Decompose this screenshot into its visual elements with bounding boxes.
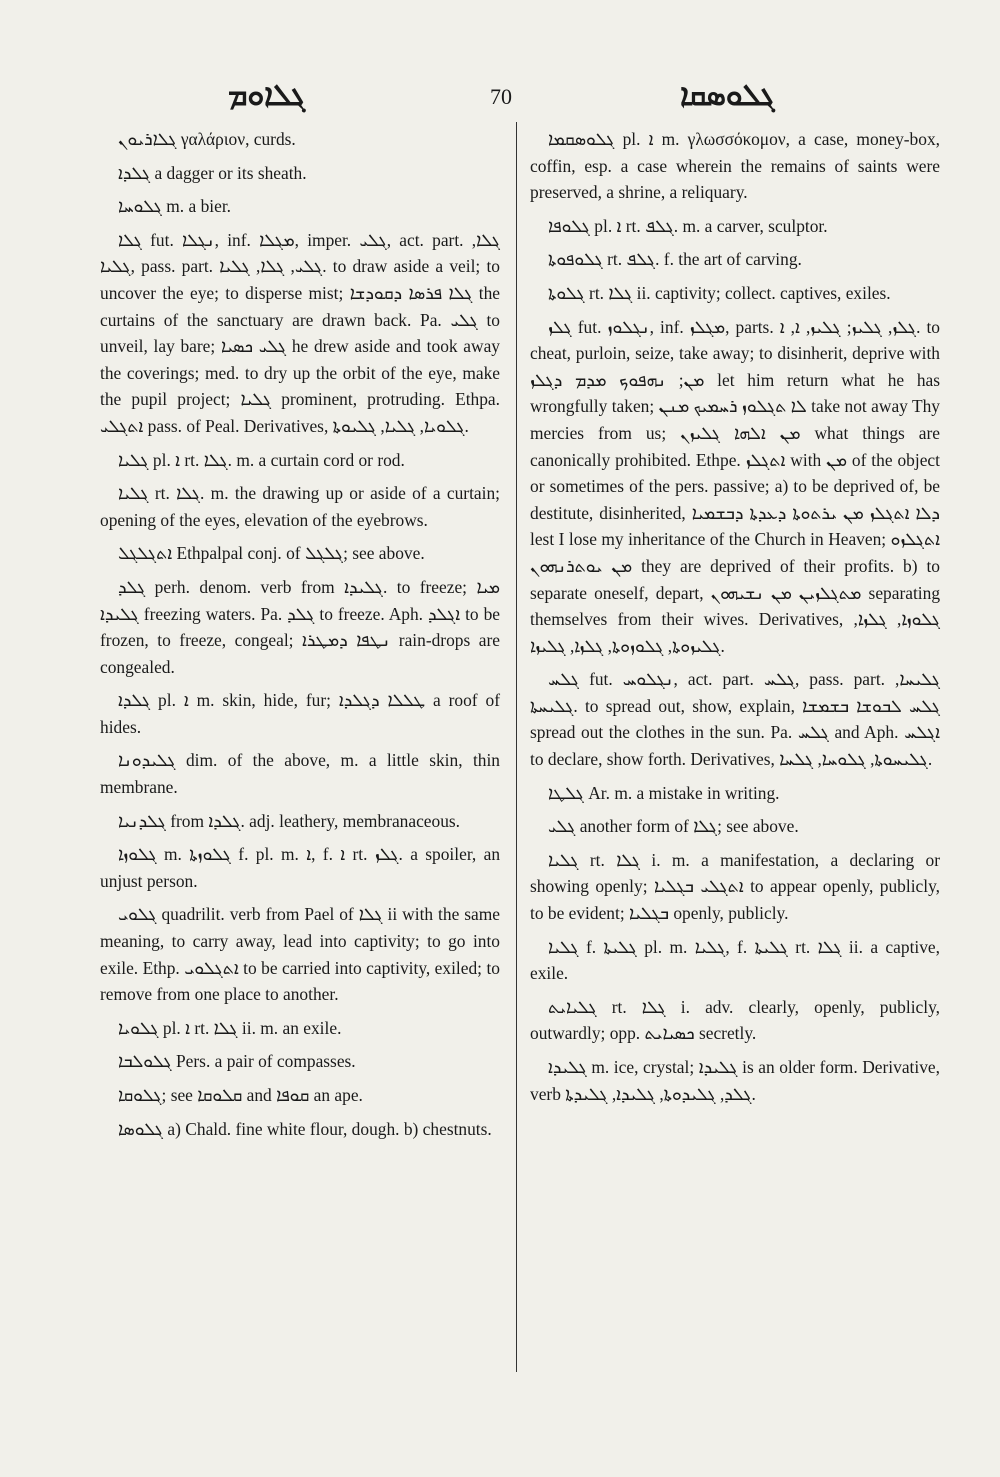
dictionary-entry: ܓܠܝܕܘܢܐ dim. of the above, m. a little skin, thin membrane. bbox=[100, 750, 500, 798]
left-running-headword: ܓܠܐܘܡ bbox=[228, 78, 306, 113]
column-divider bbox=[516, 122, 517, 1372]
page-number: 70 bbox=[490, 84, 512, 109]
dictionary-entry: ܓܠܘܣܐ a) Chald. fine white flour, dough. b) chestnuts. bbox=[118, 1118, 492, 1139]
dictionary-entry: ܓܠܝ another form of ܓܠܐ; see above. bbox=[548, 816, 799, 837]
dictionary-entry: ܓܠܕܢܝܐ from ܓܠܕܐ. adj. leathery, membranaceous. bbox=[118, 810, 461, 831]
dictionary-entry: ܓܠܘܦܘܬܐ rt. ܓܠܦ. f. the art of carving. bbox=[548, 249, 802, 270]
dictionary-entry: ܓܠܘܝ quadrilit. verb from Pael of ܓܠܐ ii with the same meaning, to carry away, lead into captivity; to go into exile. Ethp. ܐܬܓܠܘܝ to be carried into captivity, exiled; to remove from one place to another. bbox=[100, 904, 500, 1005]
dictionary-entry: ܓܠܘܦܐ pl. ܐ rt. ܓܠܦ. m. a carver, sculptor. bbox=[548, 215, 828, 236]
right-running-headword: ܓܠܘܣܩܐ bbox=[680, 78, 775, 113]
dictionary-entry: ܓܠܘܩܐ; see ܩܠܘܩܐ and ܩܘܦܐ an ape. bbox=[118, 1085, 363, 1105]
dictionary-entry: ܓܠܕ perh. denom. verb from ܓܠܝܕܐ. to freeze; ܡܝܐ ܓܠܝܕܐ freezing waters. Pa. ܓܠܕ to freeze. Aph. ܐܓܠܕ to be frozen, to freeze, congeal; ܢܛܦܐ ܕܡܛܪܐ rain-drops are congealed. bbox=[100, 576, 501, 677]
page-header bbox=[0, 78, 1000, 118]
dictionary-entry: ܓܠܙ fut. ܢܓܠܘܙ, inf. ܡܓܠܙ, parts. ܓܠܙ, ܓܠܝܙ; ܓܠܝܙ, ܐ, ܐ. to cheat, purloin, seize, take away; to disinherit, deprive with ܡܢ; ܢܗܦܘܟ ܡܕܡ ܕܓܠܙ let him return what he has wrongfully taken; ܠܐ ܬܓܠܘܙ ܪܚܡܝܟ ܡܢܢ take not away Thy mercies from us; ܡܢ ܐܠܗܐ ܓܠܝܙܢ what things are canonically prohibited. Ethpe. ܐܬܓܠܙ with ܡܢ of the object or sometimes of the pers. passive; a) to be deprived of, be destitute, disinherited, ܕܠܐ ܐܬܓܠܙ ܡܢ ܝܪܬܘܬܐ ܕܥܕܬܐ ܕܒܫܡܝܐ lest I lose my inheritance of the Church in Heaven; ܐܬܓܠܙܘ ܡܢ ܝܘܬܪܢܗܘܢ they are deprived of their profits. b) to separate oneself, depart, ܡܬܓܠܙܝܢ ܡܢ ܢܫܝܗܘܢ separating themselves from their wives. Derivatives, ܓܠܘܙܐ, ܓܠܙܐ, ܓܠܝܙܘܬܐ, ܓܠܘܙܘܬܐ, ܓܠܙܐ, ܓܠܝܙܐ. bbox=[530, 316, 941, 656]
dictionary-entry: ܓܠܘܬܐ rt. ܓܠܐ ii. captivity; collect. captives, exiles. bbox=[548, 282, 891, 303]
dictionary-entry: ܓܠܝܐܝܬ rt. ܓܠܐ i. adv. clearly, openly, publicly, outwardly; opp. ܟܣܝܐܝܬ secretly. bbox=[530, 996, 941, 1044]
dictionary-entry: ܓܠܐܪܝܘܢ γαλάριον, curds. bbox=[118, 129, 296, 149]
dictionary-entry: ܓܠܚ fut. ܢܓܠܘܚ, act. part. ܓܠܚ, pass. part. ܓܠܝܚܐ, ܓܠܝܚܬܐ. to spread out, show, explain, ܓܠܚ ܠܒܘܫܐ ܒܫܡܫܐ spread out the clothes in the sun. Pa. ܓܠܚ and Aph. ܐܓܠܚ to declare, show forth. Derivatives, ܓܠܝܚܘܬܐ, ܓܠܘܚܐ, ܓܠܚܐ. bbox=[530, 669, 940, 770]
dictionary-entry: ܓܠܕܐ a dagger or its sheath. bbox=[118, 162, 307, 183]
dictionary-entry: ܐܬܓܠܓܠ Ethpalpal conj. of ܓܠܓܠ; see above. bbox=[118, 543, 425, 564]
dictionary-entry: ܓܠܘܣܩܡܐ pl. ܐ m. γλωσσόκομον, a case, money-box, coffin, esp. a case wherein the remains of saints were preserved, a shrine, a reliquary. bbox=[530, 129, 940, 203]
left-column bbox=[100, 122, 500, 1149]
dictionary-entry: ܓܠܝܐ rt. ܓܠܐ i. m. a manifestation, a declaring or showing openly; ܐܬܓܠܝ ܒܓܠܝܐ to appear openly, publicly, to be evident; ܒܓܠܝܐ openly, publicly. bbox=[530, 849, 940, 924]
dictionary-entry: ܓܠܝܐ rt. ܓܠܐ. m. the drawing up or aside of a curtain; opening of the eyes, elevation of the eyebrows. bbox=[100, 483, 500, 530]
dictionary-entry: ܓܠܝܐ f. ܓܠܝܬܐ pl. m. ܓܠܝܐ, f. ܓܠܝܬܐ rt. ܓܠܐ ii. a captive, exile. bbox=[530, 936, 940, 984]
dictionary-entry: ܓܠܕܐ pl. ܐ m. skin, hide, fur; ܛܠܠܐ ܕܓܠܕܐ a roof of hides. bbox=[100, 690, 500, 737]
dictionary-entry: ܓܠܘܚܐ m. a bier. bbox=[118, 196, 231, 217]
dictionary-entry: ܓܠܝܐ pl. ܐ rt. ܓܠܐ. m. a curtain cord or rod. bbox=[118, 449, 405, 470]
right-column bbox=[530, 122, 940, 1114]
dictionary-entry: ܓܠܛܐ Ar. m. a mistake in writing. bbox=[548, 782, 780, 803]
dictionary-entry: ܓܠܐ fut. ܢܓܠܐ, inf. ܡܓܠܐ, imper. ܓܠܝ, act. part. ܓܠܐ, ܓܠܝܐ, pass. part. ܓܠܝ, ܓܠܐ, ܓܠܝܐ. to draw aside a veil; to uncover the eye; to disperse mist; ܓܠܐ ܦܪܣܐ ܕܩܘܕܫܐ the curtains of the sanctuary are drawn back. Pa. ܓܠܝ to unveil, lay bare; ܓܠܝ ܟܣܝܐ he drew aside and took away the coverings; med. to dry up the orbit of the eye, make the pupil project; ܓܠܝܐ prominent, protruding. Ethpa. ܐܬܓܠܝ pass. of Peal. Derivatives, ܓܠܘܝܐ, ܓܠܝܐ, ܓܠܝܘܬܐ. bbox=[100, 229, 501, 436]
dictionary-entry: ܓܠܝܕܐ m. ice, crystal; ܓܠܝܕܐ is an older form. Derivative, verb ܓܠܕ, ܓܠܝܕܘܬܐ, ܓܠܝܕܐ, ܓܠܝܕܬܐ. bbox=[530, 1057, 940, 1104]
dictionary-entry: ܓܠܘܙܐ m. ܓܠܘܙܬܐ f. pl. m. ܐ, f. ܐ rt. ܓܠܙ. a spoiler, an unjust person. bbox=[100, 844, 501, 891]
dictionary-entry: ܓܠܘܝܐ pl. ܐ rt. ܓܠܐ ii. m. an exile. bbox=[118, 1017, 342, 1038]
dictionary-entry: ܓܠܘܠܒܐ Pers. a pair of compasses. bbox=[118, 1051, 356, 1072]
